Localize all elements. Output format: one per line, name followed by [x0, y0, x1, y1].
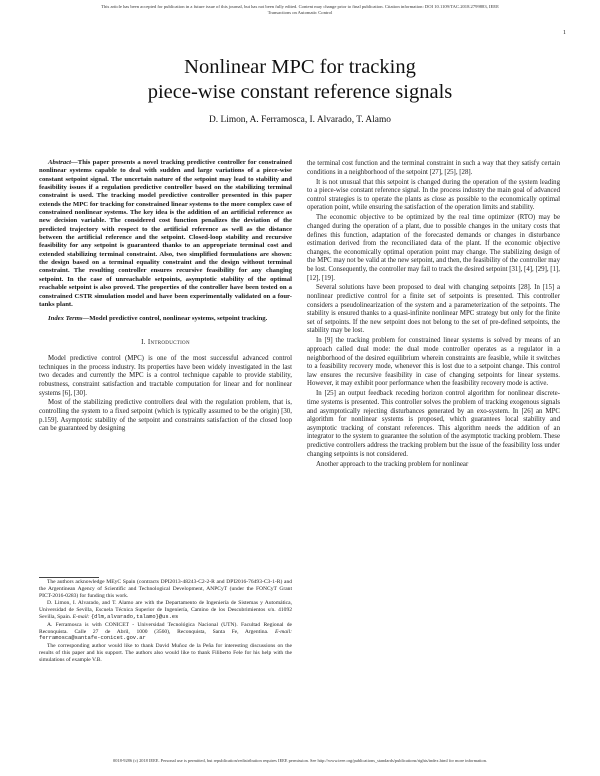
email-ferramosca[interactable]: ferramosca@santafe-conicet.gov.ar	[39, 635, 146, 642]
right-paragraph-6: In [25] an output feedback receding horizon control algorithm for nonlinear discrete-time systems is presented. This controller solves the problem of tracking exogenous signals and asymptotically rejecting disturbances generated by an exo-system. In [26] an MPC algorithm for nonlinear systems is proposed, which guarantees local stability and asymptotic tracking of constant references. This algorithm needs the addition of an integrator to the system to guarantee the solution of the asymptotic tracking problem. These predictive controllers address the tracking problem but the issue of the feasibility loss under changing setpoints is not considered.	[307, 390, 560, 458]
paper-title	[0, 55, 600, 105]
left-column	[39, 159, 292, 435]
journal-banner	[0, 4, 600, 16]
index-terms	[39, 315, 292, 323]
title-line-1: Nonlinear MPC for tracking	[184, 56, 416, 78]
footnote-acknowledgment: The corresponding author would like to thank David Muñoz de la Peña for interesting discussions on the results of this paper and his support. The authors also would like to thank Filiberto Fele for his help with the simulations of example V.B.	[39, 642, 292, 663]
footnote-affiliation-conicet-text: A. Ferramosca is with CONICET - Universidad Tecnológica Nacional (UTN). Facultad Regional de Reconquista. Calle 27 de Abril, 1000 (3560), Reconquista, Santa Fe, Argentina.	[39, 621, 292, 635]
abstract	[39, 159, 292, 309]
intro-paragraph-2: Most of the stabilizing predictive controllers deal with the regulation problem, that is, controlling the system to a fixed setpoint (which is typically assumed to be the origin) [30, p.159]. Asymptotic stability of the setpoint and constraints satisfaction of the closed loop can be guaranteed by designing	[39, 399, 292, 433]
footnote-affiliation-sevilla-text: D. Limon, I. Alvarado, and T. Alamo are with the Departamento de Ingeniería de Sistemas y Automática, Universidad de Sevilla, Escuela Técnica Superior de Ingeniería, Camino de los Descubrimientos s/n. 41092 Sevilla, Spain.	[39, 600, 292, 621]
copyright-footer: 0018-9286 (c) 2018 IEEE. Personal use is permitted, but republication/redistribution requires IEEE permission. See http://www.ieee.org/publications_standards/publications/rights/index.html for more information.	[113, 758, 487, 763]
right-paragraph-7: Another approach to the tracking problem for nonlinear	[316, 460, 469, 468]
right-paragraph-3: The economic objective to be optimized by the real time optimizer (RTO) may be changed during the operation of a plant, due to possible changes in the unitary costs that defines this function, adaptation of the forecasted demands or changes in disturbance estimation derived from the reconciliated data of the plant. If the economic objective changes, the economically optimal operation point may change. The stabilizing design of the MPC may not be valid at the new setpoint, and then, the feasibility of the controller may be lost. Consequently, the controller may fail to track the desired setpoint [31], [4], [29], [1], [12], [19].	[307, 214, 560, 282]
footnote-rule	[39, 577, 99, 578]
banner-line-2: Transactions on Automatic Control	[267, 10, 333, 15]
index-terms-text: Model predictive control, nonlinear systems, setpoint tracking.	[89, 315, 268, 323]
right-paragraph-5: In [9] the tracking problem for constrained linear systems is solved by means of an approach called dual mode: the dual mode controller operates as a regulator in a neighborhood of the desired equilibrium wherein constraints are feasible, while it switches to a feasibility recovery mode, whenever this is lost due to a setpoint change. This control law ensures the recursive feasibility in case of changing setpoints for linear systems. However, it may exhibit poor performance when the feasibility recovery mode is active.	[307, 337, 560, 388]
index-terms-label: Index Terms—	[48, 315, 90, 323]
footnotes	[39, 579, 292, 664]
page-number: 1	[563, 30, 566, 36]
author-list: D. Limon, A. Ferramosca, I. Alvarado, T. Alamo	[209, 115, 391, 125]
right-paragraph-4: Several solutions have been proposed to deal with changing setpoints [28]. In [15] a nonlinear predictive control for a finite set of setpoints is presented. This controller considers a pseudolinearization of the system and a parameterization of the setpoints. The stability is ensured thanks to a quasi-infinite nonlinear MPC strategy but only for the finite set of setpoints. If the new setpoint does not belong to the set of pre-defined setpoints, the stability may be lost.	[307, 284, 560, 335]
section-heading-introduction: I. Introduction	[141, 337, 190, 346]
right-paragraph-2: It is not unusual that this setpoint is changed during the operation of the system leading to a piece-wise constant reference signal. In the process industry the main goal of advanced control strategies is to operate the plants as close as possible to the economically optimal operation point, while ensuring the satisfaction of the operation limits and stability.	[307, 178, 560, 212]
right-column	[307, 160, 560, 471]
email-label-1: E-mail:	[72, 614, 90, 621]
banner-line-1: This article has been accepted for publication in a future issue of this journal, but has not been fully edited. Content may change prior to final publication. Citation information: DOI 10.1109/TAC.2018.2799883, IEEE	[101, 4, 499, 9]
abstract-text: This paper presents a novel tracking predictive controller for constrained nonlinear systems capable to deal with sudden and large variations of a piece-wise constant setpoint signal. The uncertain nature of the setpoint may lead to stability and feasibility issues if a regulation predictive controller based on the stabilizing terminal constraint is used. The tracking model predictive controller presented in this paper extends the MPC for tracking for constrained linear systems to the more complex case of constrained nonlinear systems. The key idea is the addition of an artificial reference as new decision variable. The considered cost function penalizes the deviation of the predicted trajectory with respect to the artificial reference as well as the distance between the artificial reference and the setpoint. Closed-loop stability and recursive feasibility for any setpoint is guaranteed thanks to an appropriate terminal cost and extended stabilizing terminal constraint. Also, two simplified formulations are shown: the design based on a terminal equality constraint and the design without terminal constraint. The resulting controller ensures recursive feasibility for any changing setpoint. In the case of unreachable setpoints, asymptotic stability of the optimal reachable setpoint is also proved. The properties of the controller have been tested on a constrained CSTR simulation model and have been experimentally validated on a four-tanks plant.	[39, 159, 292, 308]
email-sevilla[interactable]: {dlm,alvarado,talamo}@us.es	[90, 614, 179, 621]
abstract-label: Abstract—	[48, 159, 78, 166]
title-line-2: piece-wise constant reference signals	[147, 81, 453, 103]
footnote-funding: The authors acknowledge MEyC Spain (contracts DPI2013-48243-C2-2-R and DPI2016-76493-C3-1-R) and the Argentinean Agency of Scientific and Technological Development, ANPCyT (under the FONCyT Grant PICT-2016-0283) for funding this work.	[39, 579, 292, 599]
email-label-2: E-mail:	[275, 628, 292, 635]
footnote-affiliation-sevilla	[39, 600, 292, 621]
footnote-affiliation-conicet	[39, 622, 292, 643]
intro-paragraph-1: Model predictive control (MPC) is one of the most successful advanced control techniques in the process industry. Its properties have been widely investigated in the last two decades and currently the MPC is a control technique capable to provide stability, robustness, constraint satisfaction and tractable computation for linear and for nonlinear systems [6], [30].	[39, 355, 292, 397]
right-paragraph-1: the terminal cost function and the terminal constraint in such a way that they satisfy certain conditions in a neighborhood of the setpoint [27], [25], [28].	[307, 160, 560, 176]
